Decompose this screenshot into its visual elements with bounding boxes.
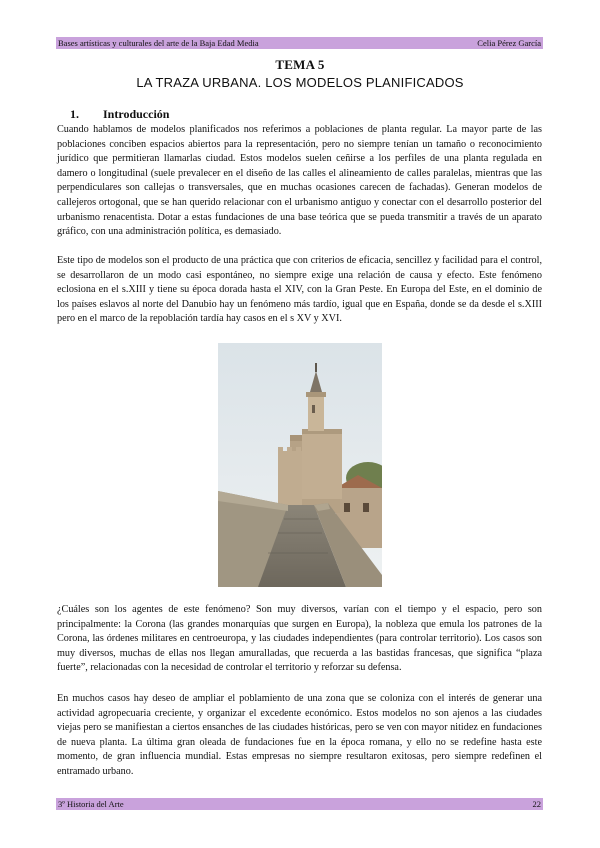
page-subtitle: LA TRAZA URBANA. LOS MODELOS PLANIFICADOS (136, 75, 464, 90)
section-title: Introducción (103, 107, 170, 121)
section-heading (70, 107, 169, 122)
header-author: Celia Pérez García (477, 38, 541, 48)
section-number: 1. (70, 107, 79, 121)
header-band (56, 37, 543, 49)
page-number: 22 (532, 799, 541, 809)
paragraph-intro: Cuando hablamos de modelos planificados nos referimos a poblaciones de planta regular. La mayor parte de las poblaciones conciben espacios abiertos para la representación, pero no siempre tenían un tamaño o reconocimiento jurídico que permitieran llamarlas ciudad. Estos modelos suelen ceñirse a los perfiles de una planta regulada en damero o longitudinal (suele prevalecer en el diseño de las calles el alineamiento de calles paralelas, mientras que las perpendiculares son callejas o transversales, que en muchas ocasiones carecen de fachadas). Generan modelos de callejeros ortogonal, que se han querido relacionar con el urbanismo antiguo y conectar con el desarrollo posterior del urbanismo renacentista. Dotar a estas fundaciones de una base teórica que se pueda transmitir a través de un aparato gráfico, con una administración política, es demasiado. (57, 124, 542, 238)
paragraph-agents: ¿Cuáles son los agentes de este fenómeno? Son muy diversos, varían con el tiempo y el espacio, pero son principalmente: la Corona (las grandes monarquías que surgen en Europa), la nobleza que emula los patrones de la Corona, las órdenes militares en centroeuropa, y las ciudades independientes (para controlar territorio). Los casos son muy diversos, muchas de ellas nos llegan amuralladas, que recuerda a las bastidas francesas, que significa “plaza fuerte”, relacionadas con la necesidad de controlar el territorio y reforzar su defensa. (57, 604, 542, 674)
paragraph-origins: Este tipo de modelos son el producto de una práctica que con criterios de eficacia, sencillez y facilidad para el control, se desarrollaron de un modo casi espontáneo, no siempre exige una relación de causa y efecto. Este fenómeno eclosiona en el s.XIII y tiene su época dorada hasta el XIV, con la Gran Peste. En Europa del Este, en el dominio de los países eslavos al norte del Danubio hay un fenómeno más tardío, igual que en España, donde se da desde el s.XIII pero en el marco de la repoblación tardía hay casos en el s XV y XVI. (57, 255, 542, 325)
header-course-title: Bases artísticas y culturales del arte de la Baja Edad Media (58, 38, 259, 48)
footer-course: 3º Historia del Arte (58, 799, 124, 809)
tower-photo (218, 343, 382, 587)
page-title: TEMA 5 (275, 57, 325, 72)
paragraph-settlement: En muchos casos hay deseo de ampliar el poblamiento de una zona que se coloniza con el interés de generar una actividad agropecuaria creciente, y organizar el excedente económico. Estos modelos no son ajenos a las ciudades viejas pero se manifiestan a ciertos ensanches de las ciudades históricas, pero se ven con mayor nitidez en fundaciones de nueva planta. La última gran oleada de fundaciones fue en la época romana, y ello no se redefine hasta este momento, de gran influencia mundial. Estas empresas no siempre resultaron exitosas, pero siempre redefinen el entramado urbano. (57, 693, 542, 777)
tower-photo-illustration (218, 343, 382, 587)
footer-band (56, 798, 543, 810)
